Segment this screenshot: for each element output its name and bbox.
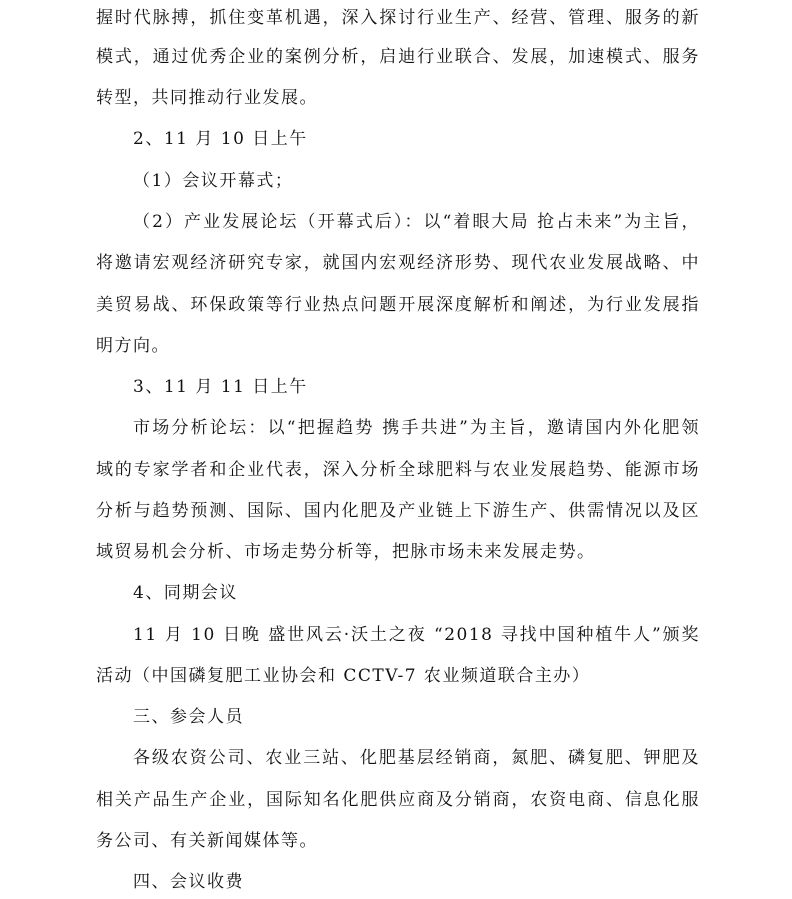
paragraph-line-9: 明方向。 (96, 336, 170, 356)
section-heading-fees: 四、会议收费 (133, 872, 244, 892)
section-heading-concurrent-meeting: 4、同期会议 (133, 583, 238, 603)
paragraph-line-14: 域贸易机会分析、市场走势分析等，把脉市场未来发展走势。 (96, 542, 596, 562)
paragraph-line-11: 市场分析论坛：以“把握趋势 携手共进”为主旨，邀请国内外化肥领 (133, 418, 700, 438)
paragraph-line-6: （2）产业发展论坛（开幕式后）：以“着眼大局 抢占未来”为主旨， (133, 212, 700, 232)
paragraph-line-13: 分析与趋势预测、国际、国内化肥及产业链上下游生产、供需情况以及区 (96, 501, 700, 521)
paragraph-line-3: 转型，共同推动行业发展。 (96, 88, 318, 108)
item-opening-ceremony: （1）会议开幕式； (133, 171, 294, 191)
paragraph-line-1: 握时代脉搏，抓住变革机遇，深入探讨行业生产、经营、管理、服务的新 (96, 8, 700, 28)
section-heading-nov-11: 3、11 月 11 日上午 (133, 377, 308, 397)
paragraph-line-8: 美贸易战、环保政策等行业热点问题开展深度解析和阐述，为行业发展指 (96, 295, 700, 315)
section-heading-nov-10: 2、11 月 10 日上午 (133, 129, 308, 149)
paragraph-line-20: 相关产品生产企业，国际知名化肥供应商及分销商，农资电商、信息化服 (96, 790, 700, 810)
paragraph-line-21: 务公司、有关新闻媒体等。 (96, 831, 318, 851)
paragraph-line-7: 将邀请宏观经济研究专家，就国内宏观经济形势、现代农业发展战略、中 (96, 253, 700, 273)
paragraph-line-19: 各级农资公司、农业三站、化肥基层经销商，氮肥、磷复肥、钾肥及 (133, 748, 700, 768)
paragraph-line-12: 域的专家学者和企业代表，深入分析全球肥料与农业发展趋势、能源市场 (96, 460, 700, 480)
section-heading-attendees: 三、参会人员 (133, 707, 244, 727)
paragraph-line-16: 11 月 10 日晚 盛世风云·沃土之夜 “2018 寻找中国种植牛人”颁奖 (133, 625, 700, 645)
paragraph-line-17: 活动（中国磷复肥工业协会和 CCTV-7 农业频道联合主办） (96, 666, 591, 686)
paragraph-line-2: 模式，通过优秀企业的案例分析，启迪行业联合、发展，加速模式、服务 (96, 47, 700, 67)
